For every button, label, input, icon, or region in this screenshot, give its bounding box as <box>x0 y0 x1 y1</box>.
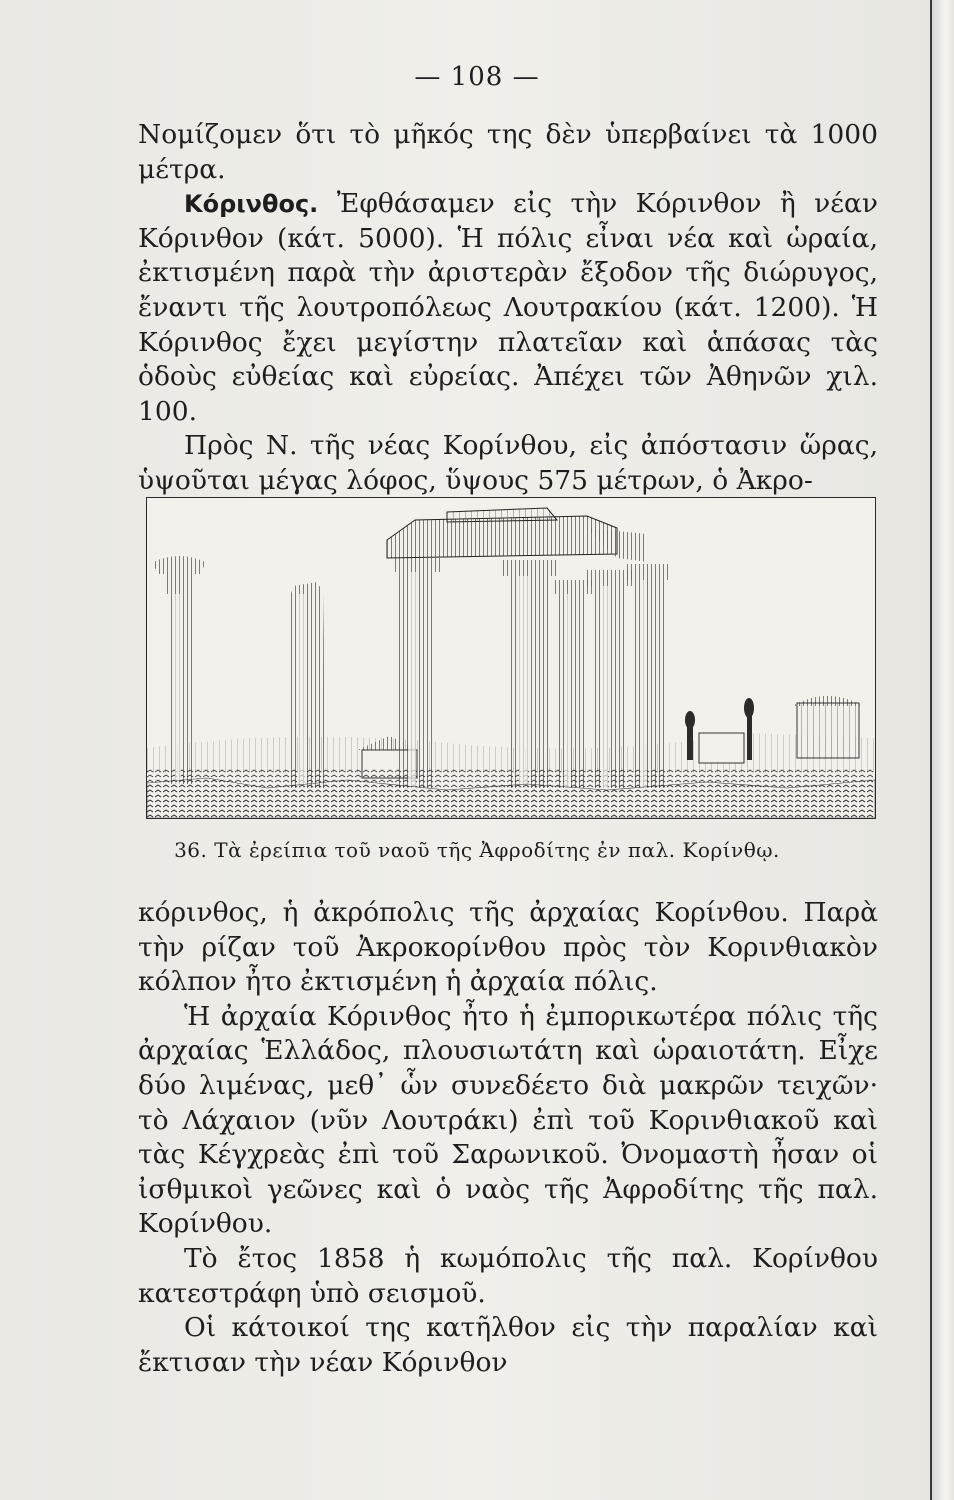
figure-caption: 36. Τὰ ἐρείπια τοῦ ναοῦ τῆς Ἀφροδίτης ἐν παλ. Κορίνθῳ. <box>174 838 780 862</box>
page-edge <box>930 0 954 1500</box>
temple-illustration <box>147 498 875 818</box>
paragraph-5: Ἡ ἀρχαία Κόρινθος ἦτο ἡ ἐμπορικωτέρα πόλις τῆς ἀρχαίας Ἑλλάδος, πλουσιωτάτη καὶ ὡραιοτάτη. Εἶχε δύο λιμένας, μεθ᾽ ὧν συνεδέετο διὰ μακρῶν τειχῶν· τὸ Λάχαιον (νῦν Λουτράκι) ἐπὶ τοῦ Κορινθιακοῦ καὶ τὰς Κέγχρεὰς ἐπὶ τοῦ Σαρωνικοῦ. Ὀνομαστὴ ἦσαν οἱ ἰσθμικοὶ γεῶνες καὶ ὁ ναὸς τῆς Ἀφροδίτης τῆς παλ. Κορίνθου. <box>138 1000 878 1240</box>
paragraph-2 <box>138 187 878 429</box>
column-broken <box>289 582 325 788</box>
paragraph-4: κόρινθος, ἡ ἀκρόπολις τῆς ἀρχαίας Κορίνθου. Παρὰ τὴν ρίζαν τοῦ Ἀκροκορίνθου πρὸς τὸν Κορινθιακὸν κόλπον ἦτο ἐκτισμένη ἡ ἀρχαία πόλις. <box>138 897 878 998</box>
upper-text <box>138 118 878 499</box>
paragraph-6: Τὸ ἔτος 1858 ἡ κωμόπολις τῆς παλ. Κορίνθου κατεστράφη ὑπὸ σεισμοῦ. <box>138 1242 878 1309</box>
lower-text <box>138 896 878 1380</box>
paragraph-7: Οἱ κάτοικοί της κατῆλθον εἰς τὴν παραλίαν καὶ ἔκτισαν τὴν νέαν Κόρινθον <box>138 1312 878 1378</box>
paragraph-2-text: Ἐφθάσαμεν εἰς τὴν Κόρινθον ἢ νέαν Κόρινθον (κάτ. 5000). Ἡ πόλις εἶναι νέα καὶ ὡραία, ἐκτισμένη παρὰ τὴν ἀριστερὰν ἔξοδον τῆς διώρυγος, ἔναντι τῆς λουτροπόλεως Λουτρακίου (κάτ. 1200). Ἡ Κόρινθος ἔχει μεγίστην πλατεῖαν καὶ ἁπάσας τὰς ὁδοὺς εὐθείας καὶ εὐρείας. Ἀπέχει τῶν Ἀθηνῶν χιλ. 100. <box>138 188 878 427</box>
paragraph-1: Νομίζομεν ὅτι τὸ μῆκός της δὲν ὑπερβαίνει τὰ 1000 μέτρα. <box>138 119 878 185</box>
paragraph-3: Πρὸς Ν. τῆς νέας Κορίνθου, εἰς ἀπόστασιν ὥρας, ὑψοῦται μέγας λόφος, ὕψους 575 μέτρων, ὁ Ἀκρο- <box>138 430 878 496</box>
section-heading: Κόρινθος. <box>184 190 319 219</box>
temple-engraving <box>146 497 876 819</box>
page-number: — 108 — <box>414 62 540 92</box>
